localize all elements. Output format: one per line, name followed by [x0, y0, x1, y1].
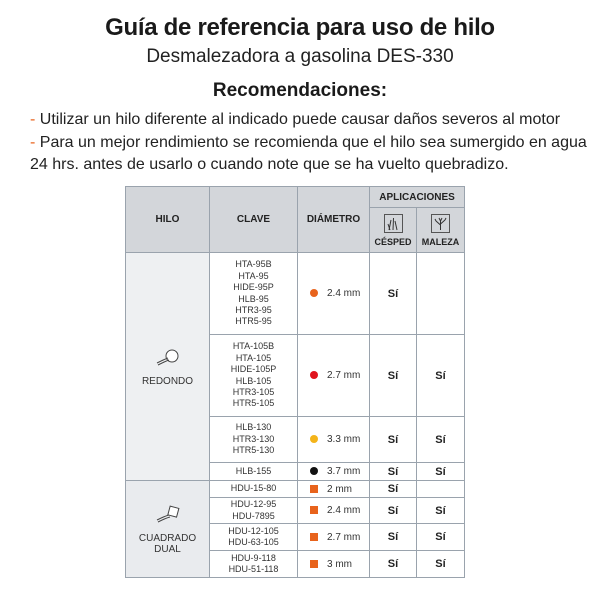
cesped-cell: Sí: [370, 524, 417, 551]
color-square-icon: [310, 506, 318, 514]
cesped-cell: Sí: [370, 498, 417, 524]
diametro-cell: [298, 463, 370, 481]
recommendation-item: - Utilizar un hilo diferente al indicado puede causar daños severos al motor: [30, 111, 561, 128]
group-name: CUADRADO DUAL: [138, 532, 197, 555]
weed-icon: [431, 214, 450, 233]
color-square-icon: [310, 533, 318, 541]
maleza-cell: Sí: [417, 551, 465, 578]
diametro-value: 2.7 mm: [327, 531, 361, 543]
header-aplicaciones: APLICACIONES: [370, 187, 465, 208]
recommendations-title: Recomendaciones:: [212, 80, 388, 101]
clave-cell: HTA-95B HTA-95 HIDE-95P HLB-95 HTR3-95 HTR5-95: [210, 253, 298, 335]
diametro-cell: [298, 551, 370, 578]
recommendation-text: Para un mejor rendimiento se recomienda que el hilo sea sumergido en agua 24 hrs. antes de usarlo o cuando note que se ha vuelto quebradizo.: [30, 134, 587, 173]
diametro-cell: [298, 524, 370, 551]
diametro-value: 2.4 mm: [327, 288, 361, 299]
group-name: REDONDO: [141, 375, 194, 387]
header-maleza-label: MALEZA: [421, 236, 460, 247]
maleza-cell: Sí: [417, 498, 465, 524]
diametro-cell: [298, 253, 370, 335]
diametro-cell: [298, 481, 370, 498]
clave-cell: HDU-15-80: [210, 481, 298, 498]
maleza-cell: Sí: [417, 463, 465, 481]
round-line-icon: [126, 347, 209, 370]
table-row: [126, 253, 465, 335]
diametro-value: 3.3 mm: [327, 434, 361, 445]
diametro-value: 3.7 mm: [327, 466, 361, 477]
diametro-value: 2 mm: [327, 483, 352, 495]
header-maleza: [417, 208, 465, 253]
cesped-cell: Sí: [370, 253, 417, 335]
clave-cell: HDU-9-118 HDU-51-118: [210, 551, 298, 578]
clave-cell: HLB-130 HTR3-130 HTR5-130: [210, 417, 298, 463]
maleza-cell: [417, 253, 465, 335]
page-subtitle: Desmalezadora a gasolina DES-330: [146, 46, 454, 67]
color-dot-icon: [310, 371, 318, 379]
diametro-value: 3 mm: [327, 558, 352, 570]
recommendation-item: - Para un mejor rendimiento se recomienda que el hilo sea sumergido en agua 24 hrs. antes de usarlo o cuando note que se ha vuelto quebradizo.: [30, 134, 587, 173]
color-dot-icon: [310, 467, 318, 475]
diametro-cell: [298, 417, 370, 463]
maleza-cell: Sí: [417, 524, 465, 551]
diametro-value: 2.7 mm: [327, 370, 361, 381]
cesped-cell: Sí: [370, 551, 417, 578]
color-square-icon: [310, 485, 318, 493]
diametro-value: 2.4 mm: [327, 505, 361, 516]
grass-icon: [384, 214, 403, 233]
group-cell: [126, 481, 210, 578]
cesped-cell: Sí: [370, 335, 417, 417]
page-title: Guía de referencia para uso de hilo: [105, 14, 495, 41]
clave-cell: HLB-155: [210, 463, 298, 481]
table-body: [126, 253, 465, 578]
maleza-cell: Sí: [417, 417, 465, 463]
clave-cell: HTA-105B HTA-105 HIDE-105P HLB-105 HTR3-105 HTR5-105: [210, 335, 298, 417]
cesped-cell: Sí: [370, 463, 417, 481]
group-cell: [126, 253, 210, 481]
maleza-cell: [417, 481, 465, 498]
cesped-cell: Sí: [370, 481, 417, 498]
cesped-cell: Sí: [370, 417, 417, 463]
header-diametro: DIÁMETRO: [298, 187, 370, 253]
clave-cell: HDU-12-105 HDU-63-105: [210, 524, 298, 551]
color-dot-icon: [310, 289, 318, 297]
recommendation-text: Utilizar un hilo diferente al indicado puede causar daños severos al motor: [39, 111, 561, 128]
diametro-cell: [298, 498, 370, 524]
square-dual-line-icon: [126, 504, 209, 527]
reference-table: [125, 186, 465, 578]
color-dot-icon: [310, 435, 318, 443]
color-square-icon: [310, 560, 318, 568]
maleza-cell: Sí: [417, 335, 465, 417]
header-cesped: [370, 208, 417, 253]
table-row: [126, 481, 465, 498]
diametro-cell: [298, 335, 370, 417]
clave-cell: HDU-12-95 HDU-7895: [210, 498, 298, 524]
header-hilo: HILO: [126, 187, 210, 253]
header-clave: CLAVE: [210, 187, 298, 253]
header-cesped-label: CÉSPED: [374, 236, 412, 247]
